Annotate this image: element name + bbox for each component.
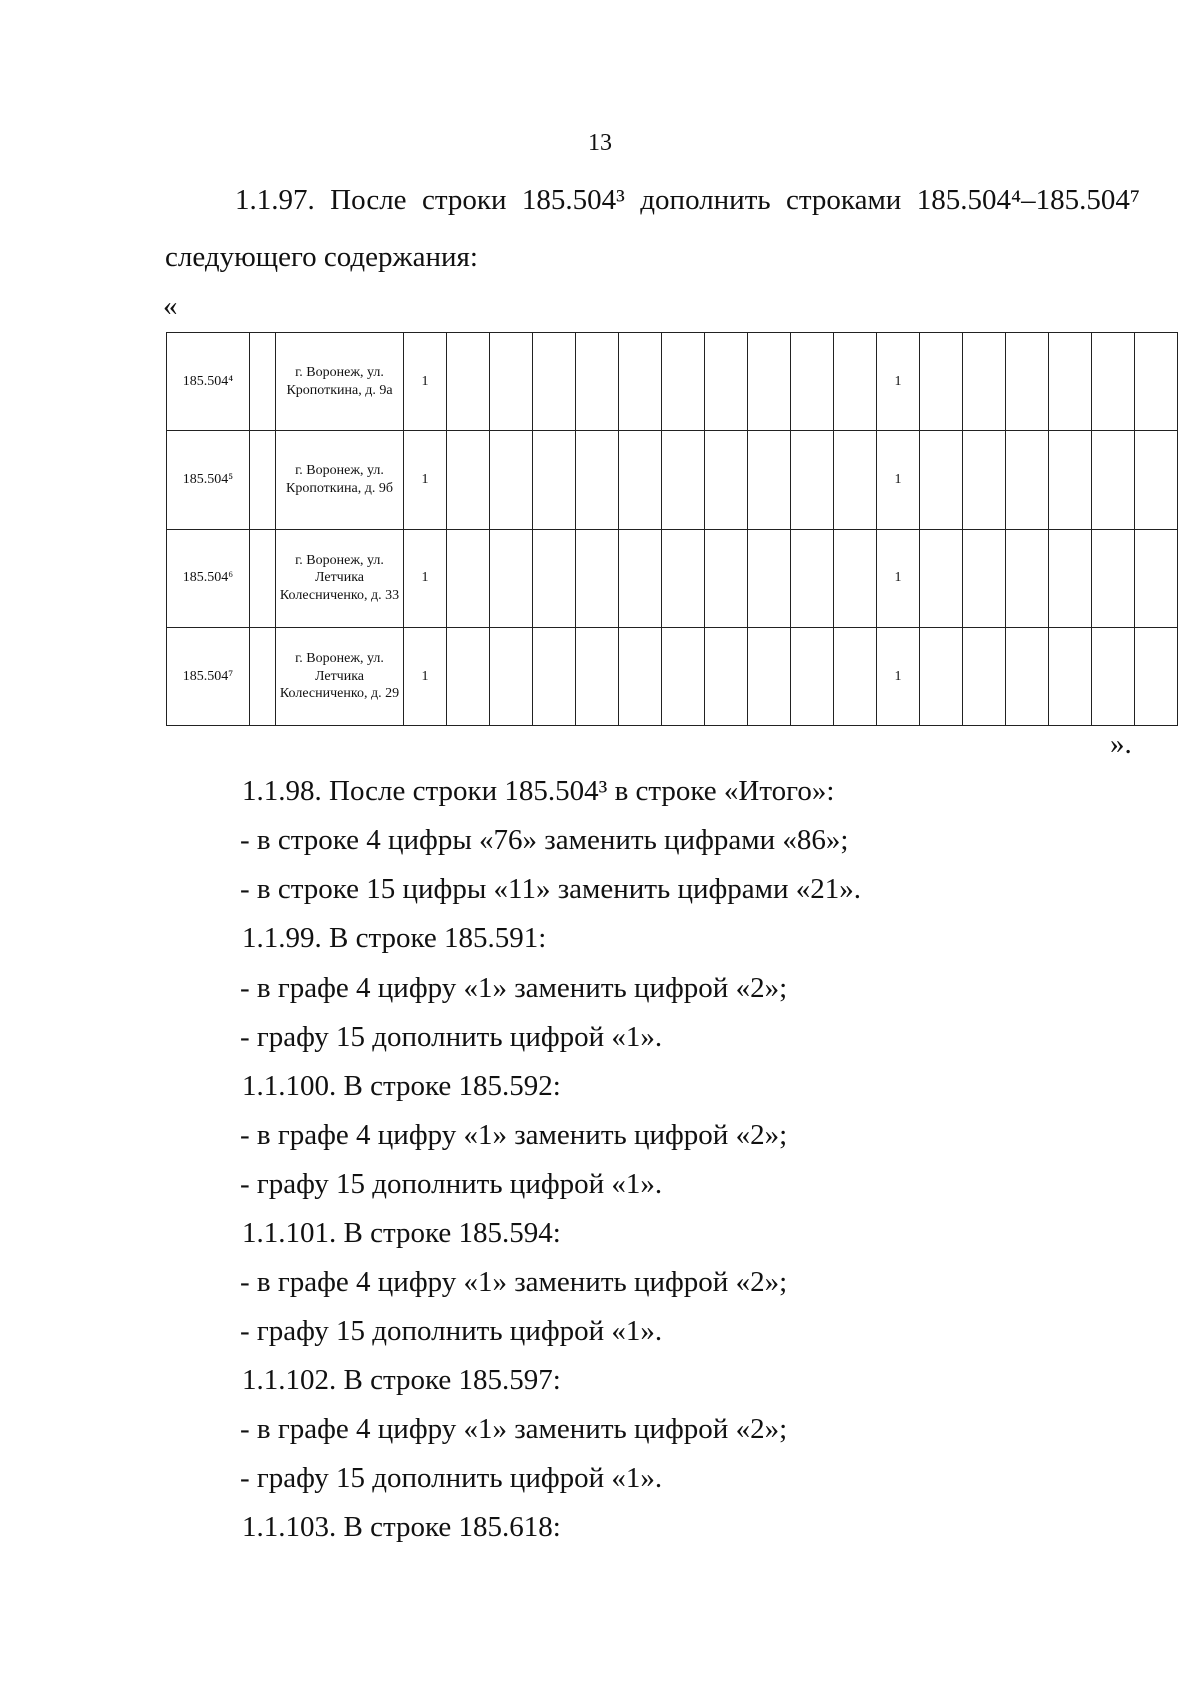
empty-cell — [834, 431, 877, 529]
empty-cell — [533, 529, 576, 627]
empty-cell — [250, 627, 276, 725]
empty-cell — [920, 529, 963, 627]
item-1-1-98: 1.1.98. После строки 185.504³ в строке «Итого»: — [242, 775, 835, 807]
intro-line-1 — [165, 183, 1140, 218]
intro-word: строками — [786, 184, 902, 216]
empty-cell — [250, 431, 276, 529]
empty-cell — [662, 431, 705, 529]
graph-15-cell: 1 — [877, 333, 920, 431]
page-number: 13 — [588, 130, 612, 156]
empty-cell — [533, 333, 576, 431]
empty-cell — [1135, 333, 1178, 431]
empty-cell — [447, 627, 490, 725]
intro-word: 185.504³ — [521, 184, 625, 216]
empty-cell — [791, 431, 834, 529]
empty-cell — [705, 431, 748, 529]
empty-cell — [490, 627, 533, 725]
empty-cell — [1049, 333, 1092, 431]
graph-4-cell: 1 — [404, 627, 447, 725]
empty-cell — [576, 333, 619, 431]
address-cell: г. Воронеж, ул. Летчика Колесниченко, д. 33 — [276, 529, 404, 627]
empty-cell — [791, 333, 834, 431]
row-number-cell: 185.504⁷ — [167, 627, 250, 725]
closing-quote: ». — [1110, 728, 1132, 760]
empty-cell — [834, 627, 877, 725]
table-row — [167, 627, 1178, 725]
empty-cell — [963, 529, 1006, 627]
intro-word: строки — [421, 184, 507, 216]
empty-cell — [963, 333, 1006, 431]
address-cell: г. Воронеж, ул. Кропоткина, д. 9б — [276, 431, 404, 529]
graph-15-cell: 1 — [877, 529, 920, 627]
empty-cell — [748, 529, 791, 627]
empty-cell — [705, 627, 748, 725]
empty-cell — [533, 431, 576, 529]
empty-cell — [1135, 431, 1178, 529]
empty-cell — [791, 529, 834, 627]
empty-cell — [662, 529, 705, 627]
empty-cell — [1092, 333, 1135, 431]
table-row — [167, 529, 1178, 627]
sub-item: - графу 15 дополнить цифрой «1». — [240, 1021, 663, 1053]
intro-word: После — [330, 184, 407, 216]
empty-cell — [920, 627, 963, 725]
empty-cell — [1049, 529, 1092, 627]
empty-cell — [576, 529, 619, 627]
empty-cell — [490, 333, 533, 431]
item-1-1-101: 1.1.101. В строке 185.594: — [242, 1217, 561, 1249]
sub-item: - в графе 4 цифру «1» заменить цифрой «2»; — [240, 972, 788, 1004]
empty-cell — [662, 333, 705, 431]
empty-cell — [963, 627, 1006, 725]
intro-word: 185.504⁴–185.504⁷ — [916, 184, 1140, 216]
empty-cell — [705, 333, 748, 431]
empty-cell — [619, 333, 662, 431]
empty-cell — [1092, 627, 1135, 725]
table-row — [167, 333, 1178, 431]
item-1-1-99: 1.1.99. В строке 185.591: — [242, 922, 547, 954]
sub-item: - в графе 4 цифру «1» заменить цифрой «2»; — [240, 1413, 788, 1445]
empty-cell — [1049, 627, 1092, 725]
empty-cell — [576, 431, 619, 529]
empty-cell — [1006, 333, 1049, 431]
empty-cell — [447, 529, 490, 627]
sub-item: - графу 15 дополнить цифрой «1». — [240, 1315, 663, 1347]
empty-cell — [748, 333, 791, 431]
item-1-1-102: 1.1.102. В строке 185.597: — [242, 1364, 561, 1396]
empty-cell — [834, 529, 877, 627]
empty-cell — [490, 529, 533, 627]
graph-4-cell: 1 — [404, 431, 447, 529]
sub-item: - графу 15 дополнить цифрой «1». — [240, 1462, 663, 1494]
empty-cell — [662, 627, 705, 725]
empty-cell — [576, 627, 619, 725]
item-1-1-100: 1.1.100. В строке 185.592: — [242, 1070, 561, 1102]
empty-cell — [1006, 431, 1049, 529]
empty-cell — [748, 627, 791, 725]
graph-15-cell: 1 — [877, 431, 920, 529]
empty-cell — [1092, 529, 1135, 627]
intro-word: дополнить — [640, 184, 771, 216]
empty-cell — [920, 431, 963, 529]
address-cell: г. Воронеж, ул. Летчика Колесниченко, д. 29 — [276, 627, 404, 725]
graph-4-cell: 1 — [404, 529, 447, 627]
sub-item: - в графе 4 цифру «1» заменить цифрой «2»; — [240, 1266, 788, 1298]
graph-4-cell: 1 — [404, 333, 447, 431]
empty-cell — [250, 529, 276, 627]
intro-word: 1.1.97. — [235, 184, 315, 216]
amendment-table — [166, 332, 1178, 726]
row-number-cell: 185.504⁴ — [167, 333, 250, 431]
empty-cell — [447, 431, 490, 529]
empty-cell — [834, 333, 877, 431]
empty-cell — [1092, 431, 1135, 529]
empty-cell — [1006, 529, 1049, 627]
empty-cell — [250, 333, 276, 431]
empty-cell — [963, 431, 1006, 529]
item-1-1-103: 1.1.103. В строке 185.618: — [242, 1511, 561, 1543]
graph-15-cell: 1 — [877, 627, 920, 725]
empty-cell — [619, 627, 662, 725]
empty-cell — [705, 529, 748, 627]
empty-cell — [791, 627, 834, 725]
empty-cell — [920, 333, 963, 431]
empty-cell — [447, 333, 490, 431]
intro-line-2: следующего содержания: — [165, 241, 478, 273]
empty-cell — [1135, 529, 1178, 627]
empty-cell — [1006, 627, 1049, 725]
table-row — [167, 431, 1178, 529]
empty-cell — [533, 627, 576, 725]
empty-cell — [1135, 627, 1178, 725]
empty-cell — [490, 431, 533, 529]
sub-item: - в графе 4 цифру «1» заменить цифрой «2»; — [240, 1119, 788, 1151]
sub-item: - в строке 15 цифры «11» заменить цифрами «21». — [240, 873, 862, 905]
empty-cell — [619, 529, 662, 627]
sub-item: - в строке 4 цифры «76» заменить цифрами «86»; — [240, 824, 849, 856]
empty-cell — [748, 431, 791, 529]
opening-quote: « — [163, 290, 178, 322]
row-number-cell: 185.504⁵ — [167, 431, 250, 529]
empty-cell — [619, 431, 662, 529]
empty-cell — [1049, 431, 1092, 529]
sub-item: - графу 15 дополнить цифрой «1». — [240, 1168, 663, 1200]
address-cell: г. Воронеж, ул. Кропоткина, д. 9а — [276, 333, 404, 431]
row-number-cell: 185.504⁶ — [167, 529, 250, 627]
